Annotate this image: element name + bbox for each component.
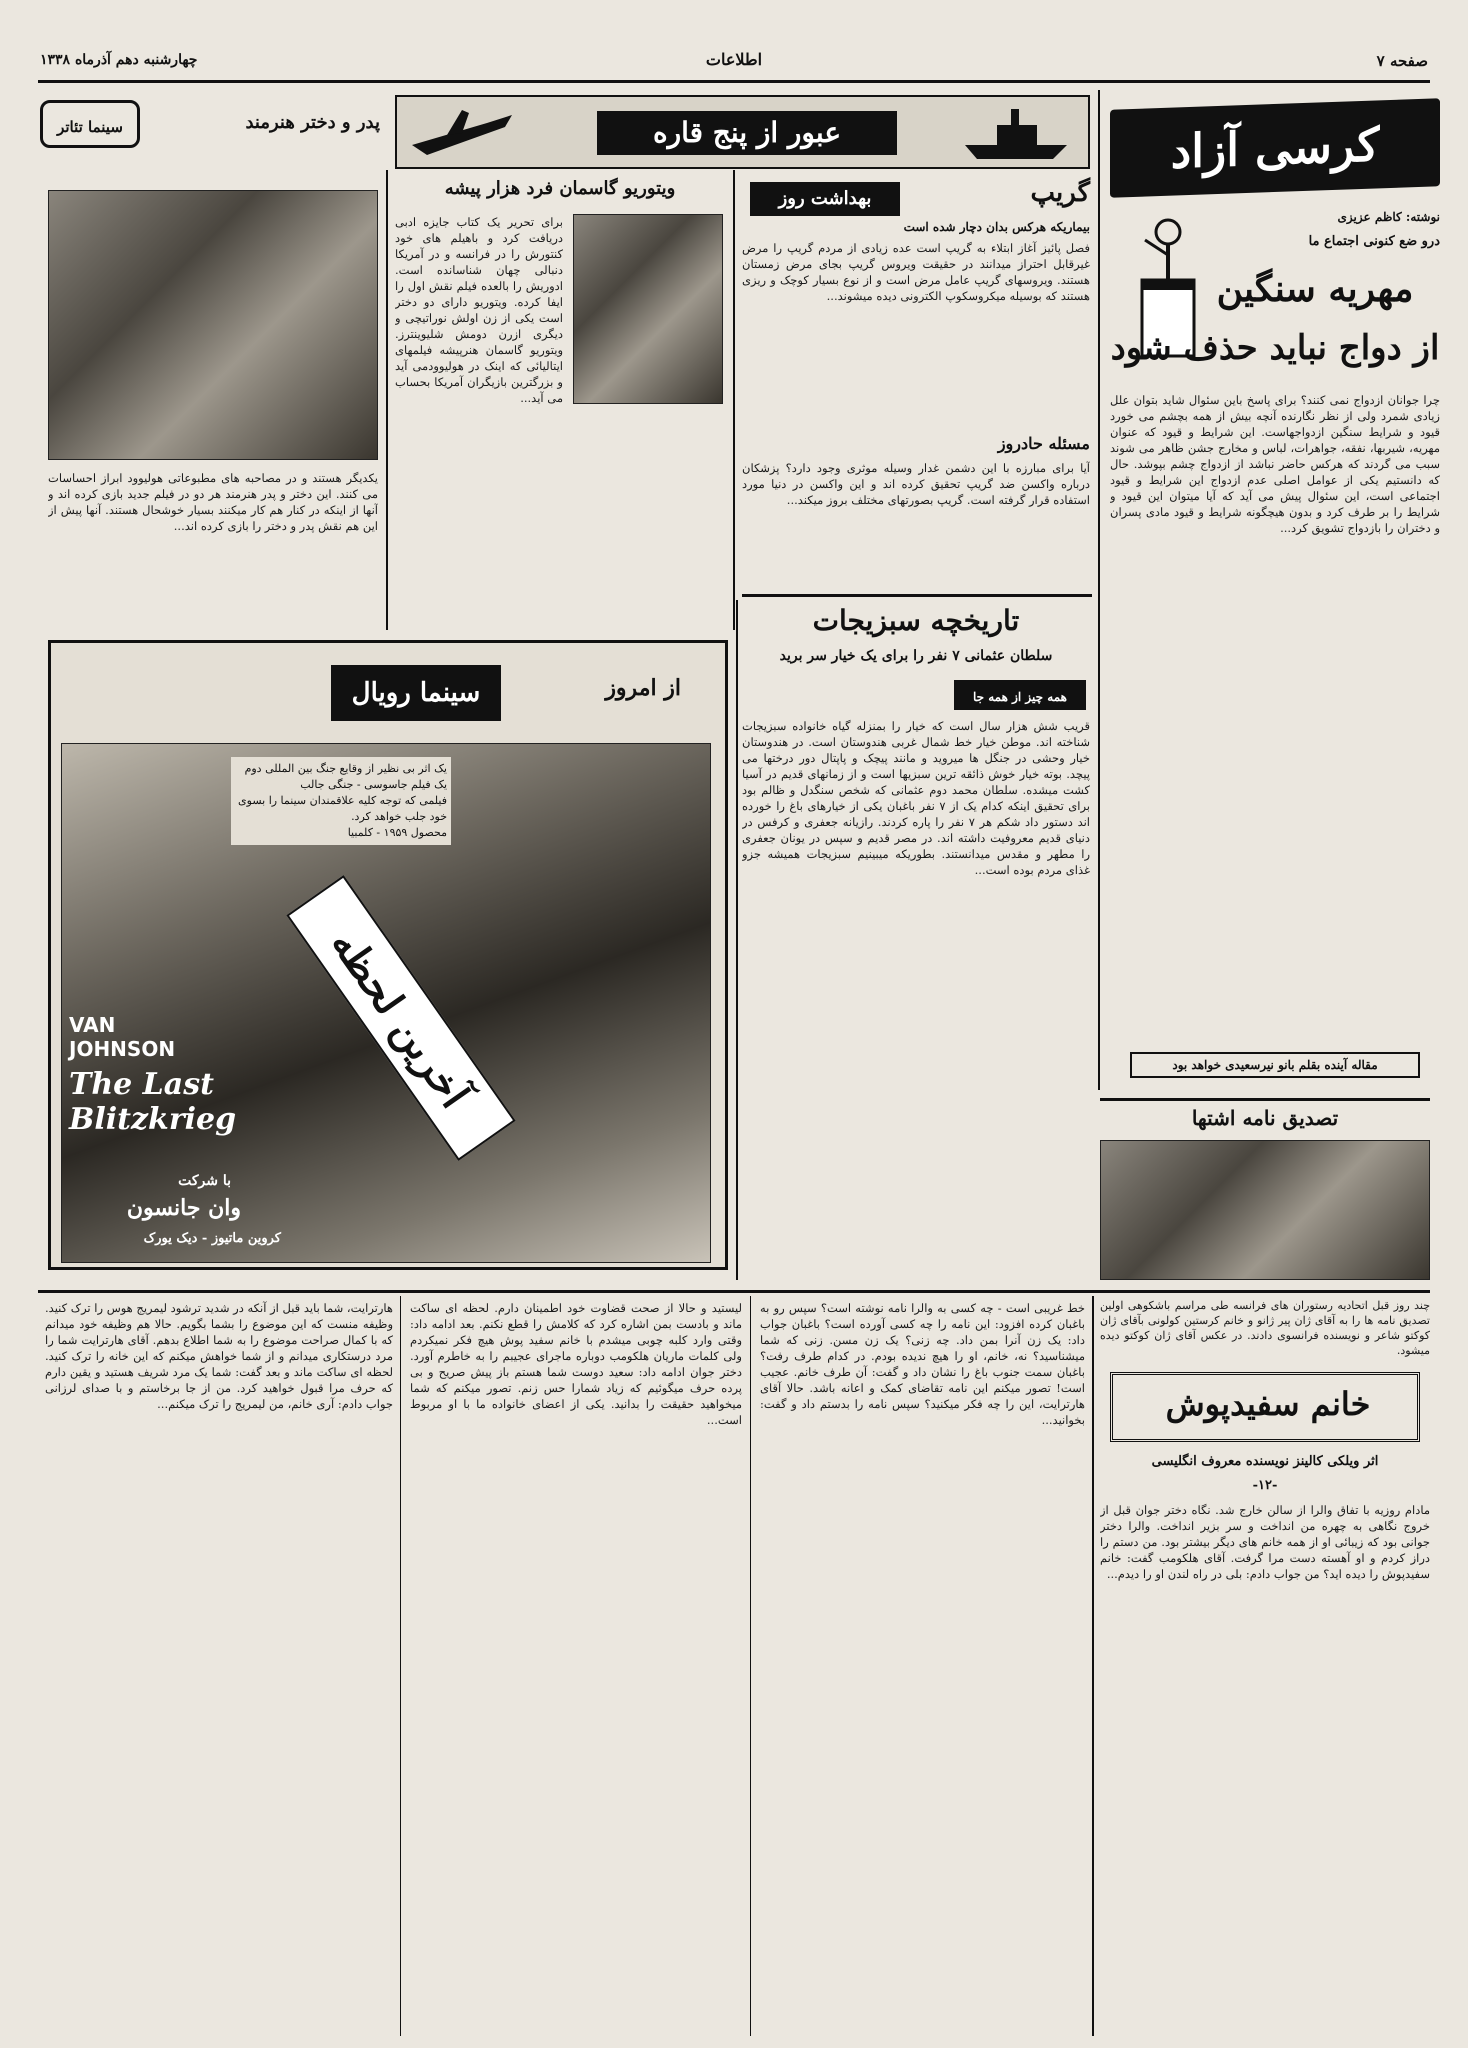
tarikhche-badge: همه چیز از همه جا [954,680,1086,710]
ubur-banner-box [395,95,1090,169]
serial-divider-2 [400,1296,401,2036]
cinema-persian-title: آخرین لحظه [286,875,515,1161]
ship-icon [957,103,1077,163]
tarikhche-title: تاریخچه سبزیجات [812,604,1020,637]
behdasht-subtitle: بیماریکه هرکس بدان دچار شده است [903,220,1090,234]
cinema-blitzkrieg: Blitzkrieg [69,1102,237,1137]
behdasht-sub-body: آیا برای مبارزه با این دشمن غدار وسیله موثری وجود دارد؟ پزشکان درباره واکسن ضد گریپ تحقیق کرده اند و این واکسن در دنیا مورد استفاده قرار گرفته است. گریپ بصورتهای مختلف بروز میکند... [742,461,1090,507]
khanom-body: مادام روزیه با تفاق والرا از سالن خارج شد. نگاه دختر جوان قبل از خروج نگاهی به چهره من انداخت و سر بزیر انداخت. والرا دختر جوانی بود که زیبائی او از همه خانم های دیگر بیشتر بود. من دستم را دراز کردم و او آهسته دست مرا گرفت. آقای هلکومب گفت: خانم سفیدپوش را دیده اید؟ من جواب دادم: بلی در راه لندن او را دیدم... [1100,1503,1430,1581]
vittorio-title: ویتوریو گاسمان فرد هزار پیشه [444,178,676,199]
tarikhche-body: قریب شش هزار سال است که خیار را بمنزله گیاه خانواده سبزیجات شناخته اند. موطن خیار خط شمال غربی هندوستان است. در هندوستان خیار وحشی در جنگل ها میروید و مانند پیچک و پاپتال دور درختها می پیچد. بوته خیار خوش ذائقه ترین سبزیها است و از زمانهای قدیم در آسیا کشت میشده. سلطان محمد دوم عثمانی که شخص سنگدل و ظالم بود برای تحقیق اینکه کدام یک از ۷ نفر باغبان یکی از خیارهای باغ را خورده اند دستور داد شکم هر ۷ نفر را پاره کردند. رازیانه جعفری و کرفس در دنیای قدیم معروفیت داشته اند. در مصر قدیم و سپس در یونان جعفری را مطهر و مقدس میدانستند. بطوریکه میبینیم سبزیجات همیشه جزو غذای مردم بوده است... [742,719,1090,877]
behdasht-body: فصل پائیز آغاز ابتلاء به گریپ است عده زیادی از مردم گریپ را مرض غیرقابل احتراز میدانند در حقیقت ویروس گریپ بجای مرض زمستان هستند. ویروسهای گریپ عامل مرض است و از نوع بسیار کوچک و ریزی هستند که بوسیله میکروسکوپ الکترونی دیده میشوند... [742,241,1090,303]
page-number: صفحه ۷ [1376,52,1428,70]
cinema-tagline-4: محصول ۱۹۵۹ - کلمبیا [347,826,447,839]
serial-divider-1 [750,1296,751,2036]
masthead [40,50,1428,78]
cinema-the-last: The Last [69,1067,214,1102]
cinema-star1: وان جانسون [126,1195,241,1221]
tasdigh-top-rule [1100,1098,1430,1101]
behdasht-section [742,178,1090,588]
behdasht-banner: بهداشت روز [750,182,900,216]
behdasht-bottom-rule [742,594,1092,597]
tasdigh-title: تصدیق نامه اشتها [1191,1106,1339,1130]
tarikhche-section [742,600,1090,1280]
cinema-az-emruz: از امروز [605,675,681,701]
masthead-rule [38,80,1430,83]
vittorio-divider [733,170,735,630]
pedar-body: یکدیگر هستند و در مصاحبه های مطبوعاتی هولیوود ابراز احساسات می کنند. این دختر و پدر هنرمند هر دو در فیلم جدید بازی کرده اند و آنها از اینکه در کنار هم کار میکنند بسیار خوشحال هستند. آنها پیش از این هم نقش پدر و دختر را بازی کرده اند... [48,471,378,533]
kursi-banner: کرسی آزاد [1110,98,1440,198]
cinema-ba-sherkat: با شرکت [178,1173,231,1189]
kursi-title-line1: مهریه سنگین [1216,268,1414,310]
vittorio-photo [573,214,723,404]
pedar-title: پدر و دختر هنرمند [245,112,380,133]
bottom-section-rule [38,1290,1430,1293]
pedar-section [40,92,380,632]
serial-col1: خط غریبی است - چه کسی به والرا نامه نوشته است؟ سپس رو به باغبان کرده افزود: این نامه را چه کسی آورده است؟ باغبان جواب داد: یک زن آنرا بمن داد. چه زنی؟ یک زن مسن. زنی که شما میشناسید؟ نه، خانم، او را هیچ ندیده بودم. در کدام طرف رفت؟ باغبان سمت جنوب باغ را نشان داد و گفت: آن طرف خانم. عجیب است! تصور میکنم این نامه تقاضای کمک و اعانه باشد. حالا آقای هارترایت، این را چه فکر میکنید؟ سپس نامه را بدستم داد و گفت: بخوانید... [760,1301,1085,1427]
behdasht-sub-title: مسئله حادروز [997,434,1090,453]
cinema-tagline-box [231,757,451,845]
kursi-author: نوشته: کاظم عزیزی [1337,210,1440,224]
ubur-banner: عبور از پنج قاره [597,111,897,155]
kursi-kicker: درو ضع کنونی اجتماع ما [1308,234,1440,249]
cinema-tagline-1: یک اثر بی نظیر از وقایع جنگ بین المللی دوم [244,762,447,775]
kursi-footer: مقاله آینده بقلم بانو نیرسعیدی خواهد بود [1130,1052,1420,1078]
cinema-divider [736,600,738,1280]
cinema-star2: کروین ماتیوز - دیک یورک [143,1231,281,1246]
kursi-title-line2: از دواج نباید حذف شود [1110,328,1440,368]
kursi-body: چرا جوانان ازدواج نمی کنند؟ برای پاسخ باین سئوال شاید بتوان علل زیادی شمرد ولی از نظر نگارنده آنچه بیش از همه بچشم می خورد قیود و شرایط سنگین ازدواجهاست. این شرایط و قیود که عنوان مهریه، شیربها، نفقه، جواهرات، لباس و مخارج جشن ظاهر می شوند سبب می گردند که هرکس حاضر نباشد از ازدواج چشم بپوشد. حال که دانستیم یکی از عوامل اصلی عدم ازدواج این شرایط و قیود اجتماعی است، این سئوال پیش می آید که آیا میتوان این قیود و شرایط را بر طرف کرد و بدون هیچگونه شرایط و قیود مادی پسران و دختران را بازدواج تشویق کرد... [1110,393,1440,535]
cinema-johnson: JOHNSON [69,1037,176,1061]
tarikhche-subtitle: سلطان عثمانی ۷ نفر را برای یک خیار سر برید [779,648,1053,664]
serial-col2: لیستید و حالا از صحت قضاوت خود اطمینان دارم. لحظه ای ساکت ماند و بادست بمن اشاره کرد که کلامش را قطع نکنم. بعد ادامه داد: وقتی وارد کلبه چوبی میشدم با خانم سفید پوش هیچ فکر نمیکردم ولی کلمات ماریان هلکومب دوباره ماجرای عجیبم را به خاطرم آورد. دختر جوان ادامه داد: سعید دوست شما هستم باز پیش صریح و بی پرده حرف میگوئیم که زیاد شمارا حس زنم. تصور میکنم که شما میخواهید حقیقت را بدانید. یکی از اعضای خانواده ما با او مربوط است... [410,1301,742,1427]
tasdigh-caption: چند روز قبل اتحادیه رستوران های فرانسه طی مراسم باشکوهی اولین تصدیق نامه ها را به آقای ژان پیر ژانو و خانم کرستین کولونی بآقای ژان کوکتو شاعر و نویسنده فرانسوی دادند. در عکس آقای ژان کوکتو دیده میشود. [1100,1299,1430,1357]
airplane-icon [407,105,517,161]
khanom-subtitle: اثر ویلکی کالینز نویسنده معروف انگلیسی [1151,1454,1379,1469]
tasdigh-section [1100,1104,1430,1280]
khanom-title-box [1110,1372,1420,1442]
khanom-chapter: -۱۲- [1252,1478,1278,1493]
kursi-section [1110,92,1440,1092]
vittorio-body: برای تحریر یک کتاب جایزه ادبی دریافت کرد و باهیلم های خود کنتورش را در فرانسه و در آمریکا دنبالی چهان شناسانده است. ادوریش را بالعده فیلم نقش اول را ایفا کرده. ویتوریو دارای دو دختر است یکی از زن اولش نوراتیچی و دیگری ازرن دومش شلیوینترز. ویتوریو گاسمان هنرپیشه فیلمهای ایتالیائی که اینک در هولیوودمی آید و بزرگترین بازیگران آمریکا بحساب می آید... [395,215,563,405]
cinema-tagline-2: یک فیلم جاسوسی - جنگی جالب [300,778,447,791]
khanom-section [1100,1372,1430,2032]
tasdigh-photo [1100,1140,1430,1280]
cinema-van: VAN [69,1013,116,1037]
serial-col3: هارترایت، شما باید قبل از آنکه در شدید ترشود لیمریج هوس را ترک کنید. وظیفه منست که این موضوع را بشما بگویم. حالا هم وظیفه خود میدانم که با کمال صراحت موضوع را به شما اطلاع بدهم. آقای هارترایت شما را مرد درستکاری میدانم و از شما خواهش میکنم که این خانه را ترک کنید. لحظه ای ساکت ماند و بعد گفت: شما یک مرد شریف هستید و یقین دارم که حرف مرا قبول خواهید کرد. من از جا برخاستم و با صدای لرزانی جواب دادم: آری خانم، من لیمریج را ترک میکنم... [45,1301,393,1411]
cinema-tagline-3: فیلمی که توجه کلیه علاقمندان سینما را بسوی خود جلب خواهد کرد. [238,794,447,823]
page-date: چهارشنبه دهم آذرماه ۱۳۳۸ [40,52,198,68]
cinema-english-credits [69,1013,269,1137]
khanom-divider [1092,1296,1094,2036]
pedar-photo [48,190,378,460]
pedar-badge: سینما تئاتر [40,100,140,148]
pedar-divider [386,170,388,630]
paper-name: اطلاعات [705,50,763,69]
khanom-title: خانم سفیدپوش [1165,1385,1371,1423]
cinema-ad [48,640,728,1270]
behdasht-title: گریپ [1030,178,1090,208]
vittorio-section [395,178,725,638]
kursi-divider [1098,90,1100,1090]
cinema-name: سینما رویال [331,665,501,721]
